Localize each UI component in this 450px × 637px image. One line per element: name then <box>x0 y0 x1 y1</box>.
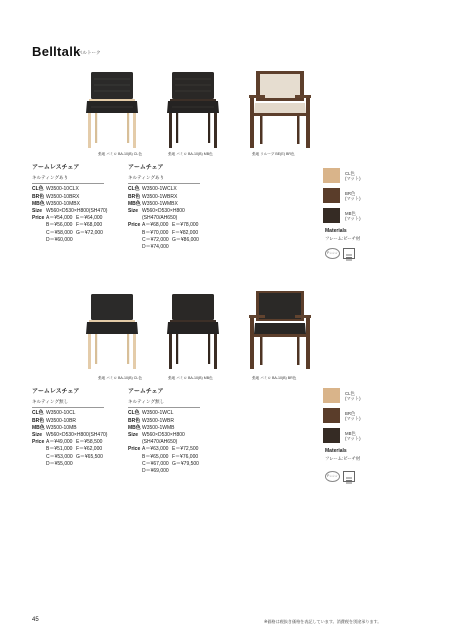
product-variant: キルティング無し <box>32 398 104 408</box>
code-row: MB色 W3500-1WMB <box>128 424 175 431</box>
swatch-mb <box>323 428 340 443</box>
code-row: MB色 W3500-1WMBX <box>128 200 178 207</box>
spec-bottom-left <box>32 389 107 468</box>
chair-armless-cl-image <box>82 70 142 150</box>
swatch-br-label: BR色 (マット) <box>345 191 361 201</box>
product-name: アームレスチェア <box>32 165 80 171</box>
top-caption-3: 張地 リループ BE(E) BR色 <box>252 152 295 156</box>
size-row: Size W560×D530×H800(SH470) <box>32 208 108 215</box>
chair-armless-cl-image <box>82 290 142 372</box>
code-row: MB色 W3500-10MBX <box>32 200 80 207</box>
swatch-cl-label: CL色 (マット) <box>345 171 361 181</box>
swatch-br-label: BR色 (マット) <box>345 411 361 421</box>
price-block: Price A＝¥49,000 E＝¥58,500 B＝¥51,000 F＝¥62,000 C＝¥53,000 G＝¥65,500 D＝¥55,000 <box>32 439 103 467</box>
chair-arm-br-image <box>246 288 314 372</box>
code-row: MB色 W3500-10MB <box>32 424 77 431</box>
page-title: Belltalk <box>32 44 81 59</box>
size-row: Size W560×D530×H800(SH470) <box>32 432 108 439</box>
size-row: Size W560×D530×H800 <box>128 432 185 439</box>
product-variant: キルティングあり <box>32 174 104 184</box>
swatch-br <box>323 188 340 203</box>
code-row: CL色 W3500-1WCL <box>128 410 174 417</box>
stack-icon <box>343 248 355 259</box>
size-row-2: (SH470/AH650) <box>142 439 178 446</box>
code-row: BR色 W3500-1WBR <box>128 417 174 424</box>
price-block: Price A＝¥54,000 E＝¥64,000 B＝¥56,000 F＝¥68,000 C＝¥58,000 G＝¥72,000 D＝¥60,000 <box>32 215 103 243</box>
spec-top-left <box>32 165 107 244</box>
chair-arm-br-image <box>246 68 314 150</box>
f-star-badge: F☆☆☆ <box>325 471 340 482</box>
materials-text: フレーム:ビーチ材 <box>325 456 361 461</box>
swatch-cl-label: CL色 (マット) <box>345 391 361 401</box>
chair-armless-mb-image <box>163 70 223 150</box>
page-number: 45 <box>32 617 39 623</box>
materials-title: Materials <box>325 448 347 454</box>
product-name: アームチェア <box>128 165 164 171</box>
spec-bottom-right <box>128 389 202 475</box>
swatch-mb-label: MB色 (マット) <box>345 431 361 441</box>
code-row: CL色 W3500-10CLX <box>32 186 79 193</box>
product-variant: キルティング無し <box>128 398 200 408</box>
page-title-kana: ベルトーク <box>78 50 101 55</box>
chair-armless-mb-image <box>163 290 223 372</box>
materials-text: フレーム:ビーチ材 <box>325 236 361 241</box>
stack-icon <box>343 471 355 482</box>
size-row: Size W560×D530×H800 <box>128 208 185 215</box>
swatch-mb <box>323 208 340 223</box>
swatch-br <box>323 408 340 423</box>
bottom-caption-2: 張地 バミロ BA-10(B) MB色 <box>168 376 213 380</box>
product-variant: キルティングあり <box>128 174 200 184</box>
code-row: BR色 W3500-10BRX <box>32 193 80 200</box>
code-row: CL色 W3500-1WCLX <box>128 186 177 193</box>
swatch-mb-label: MB色 (マット) <box>345 211 361 221</box>
swatch-cl <box>323 388 340 403</box>
materials-title: Materials <box>325 228 347 234</box>
code-row: BR色 W3500-10BR <box>32 417 77 424</box>
top-caption-1: 張地 バミロ BA-10(B) CL色 <box>98 152 142 156</box>
code-row: BR色 W3500-1WBRX <box>128 193 178 200</box>
size-row-2: (SH470/AH650) <box>142 215 178 222</box>
code-row: CL色 W3500-10CL <box>32 410 76 417</box>
f-star-badge: F☆☆☆ <box>325 248 340 259</box>
product-name: アームチェア <box>128 389 164 395</box>
top-caption-2: 張地 バミロ BA-10(B) MB色 <box>168 152 213 156</box>
bottom-caption-3: 張地 バミロ BA-10(B) BR色 <box>252 376 297 380</box>
product-name: アームレスチェア <box>32 389 80 395</box>
price-block: Price A＝¥63,000 E＝¥72,500 B＝¥65,000 F＝¥76,000 C＝¥67,000 G＝¥79,500 D＝¥69,000 <box>128 446 199 475</box>
swatch-cl <box>323 168 340 183</box>
spec-top-right <box>128 165 202 251</box>
bottom-caption-1: 張地 バミロ BA-10(B) CL色 <box>98 376 142 380</box>
price-block: Price A＝¥68,000 E＝¥78,000 B＝¥70,000 F＝¥82,000 C＝¥72,000 G＝¥86,000 D＝¥74,000 <box>128 222 199 251</box>
footer-note: ※価格は税抜き価格を表記しています。消費税を別途承ります。 <box>264 619 382 624</box>
